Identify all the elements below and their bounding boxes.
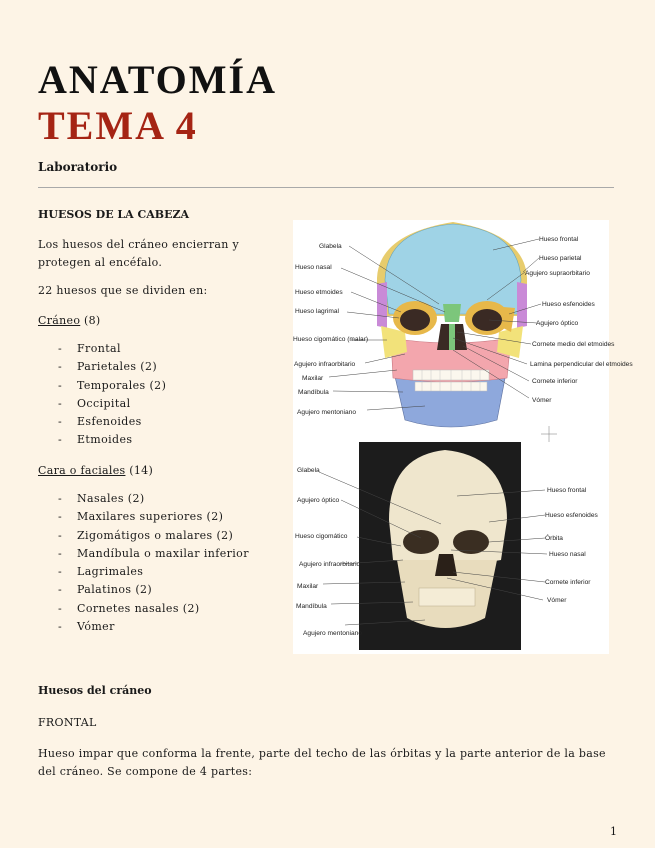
figure-label: Glabela: [297, 467, 320, 474]
figure-label: Agujero infraorbitario: [299, 561, 361, 568]
bottom-right-labels: [545, 487, 598, 604]
figure-label: Agujero mentoniano: [297, 409, 357, 416]
nasal-bone: [443, 304, 461, 322]
face-group-count: (14): [129, 464, 154, 477]
figure-label: Agujero infraorbitario: [294, 361, 356, 368]
figure-label: Vómer: [532, 397, 552, 404]
figure-label: Hueso nasal: [549, 551, 586, 558]
figure-label: Órbita: [545, 535, 563, 542]
list-item: - Cornetes nasales (2): [58, 601, 200, 615]
figure-label: Agujero óptico: [297, 497, 340, 504]
list-item: - Frontal: [58, 342, 121, 355]
figure-label: Mandíbula: [296, 603, 327, 610]
page-number: 1: [610, 825, 617, 838]
skull-group-count: (8): [84, 314, 101, 327]
horizontal-rule: [38, 187, 614, 188]
figure-label: Hueso cigomático: [295, 533, 348, 540]
figure-label: Lamina perpendicular del etmoides: [530, 361, 633, 368]
photo-teeth: [419, 588, 475, 606]
list-item: - Mandíbula o maxilar inferior: [58, 546, 249, 560]
skull-illustration: [293, 220, 633, 654]
face-group-label: [38, 462, 153, 480]
kicker-label: Laboratorio: [38, 160, 118, 174]
list-item: - Etmoides: [58, 433, 133, 447]
photo-orbit-left: [403, 530, 439, 554]
figure-label: Hueso etmoides: [295, 289, 343, 296]
photo-skull: [359, 442, 521, 650]
list-item: - Temporales (2): [58, 378, 167, 392]
figure-label: Agujero óptico: [536, 320, 579, 327]
figure-label: Cornete inferior: [532, 378, 578, 385]
figure-label: Hueso frontal: [539, 236, 579, 243]
document-title: ANATOMÍA: [38, 57, 277, 102]
list-item: - Palatinos (2): [58, 583, 153, 597]
figure-label: Hueso lagrimal: [295, 308, 339, 315]
figure-label: Vómer: [547, 597, 567, 604]
figure-label: Glabela: [319, 243, 342, 250]
section-heading-huesos-craneo: Huesos del cráneo: [38, 684, 152, 697]
section-heading-huesos-cabeza: HUESOS DE LA CABEZA: [38, 208, 190, 221]
bone-count-text: 22 huesos que se dividen en:: [38, 284, 208, 297]
list-item: - Occipital: [58, 396, 131, 410]
figure-label: Mandíbula: [298, 389, 329, 396]
document-subtitle: TEMA 4: [38, 103, 198, 148]
list-item: - Parietales (2): [58, 360, 158, 374]
figure-label: Hueso parietal: [539, 255, 582, 262]
figure-label: Hueso cigomático (malar): [293, 336, 369, 343]
colored-skull: [377, 222, 527, 427]
skull-bone-list: [58, 340, 166, 450]
figure-label: Agujero supraorbitario: [525, 270, 590, 277]
figure-label: Maxilar: [302, 375, 324, 382]
list-item: - Lagrimales: [58, 565, 144, 579]
frontal-description: Hueso impar que conforma la frente, parte del techo de las órbitas y la parte anterior de la base del cráneo. Se compone de 4 partes:: [38, 747, 606, 778]
figure-label: Hueso esfenoides: [542, 301, 595, 308]
figure-label: Cornete inferior: [545, 579, 591, 586]
bottom-left-labels: [295, 467, 362, 637]
temporal-right: [517, 282, 527, 328]
skull-figure: [293, 220, 633, 654]
list-item: - Zigomátigos o malares (2): [58, 528, 234, 542]
skull-group-name: Cráneo: [38, 314, 81, 327]
bone-name: FRONTAL: [38, 716, 97, 729]
face-group-name: Cara o faciales: [38, 464, 126, 477]
figure-label: Hueso frontal: [547, 487, 587, 494]
intro-paragraph: Los huesos del cráneo encierran y protegen al encéfalo.: [38, 238, 239, 269]
figure-label: Hueso nasal: [295, 264, 332, 271]
figure-label: Agujero mentoniano: [303, 630, 363, 637]
face-bone-list: [58, 490, 249, 636]
skull-group-label: [38, 312, 101, 330]
figure-label: Maxilar: [297, 583, 319, 590]
temporal-left: [377, 282, 387, 328]
list-item: - Nasales (2): [58, 492, 145, 505]
list-item: - Esfenoides: [58, 415, 142, 429]
orientation-compass-icon: [541, 426, 557, 442]
figure-label: Hueso esfenoides: [545, 512, 598, 519]
top-left-labels: [293, 243, 368, 416]
list-item: - Vómer: [58, 620, 115, 634]
list-item: - Maxilares superiores (2): [58, 510, 224, 524]
figure-label: Cornete medio del etmoides: [532, 341, 615, 348]
top-right-labels: [525, 236, 633, 404]
